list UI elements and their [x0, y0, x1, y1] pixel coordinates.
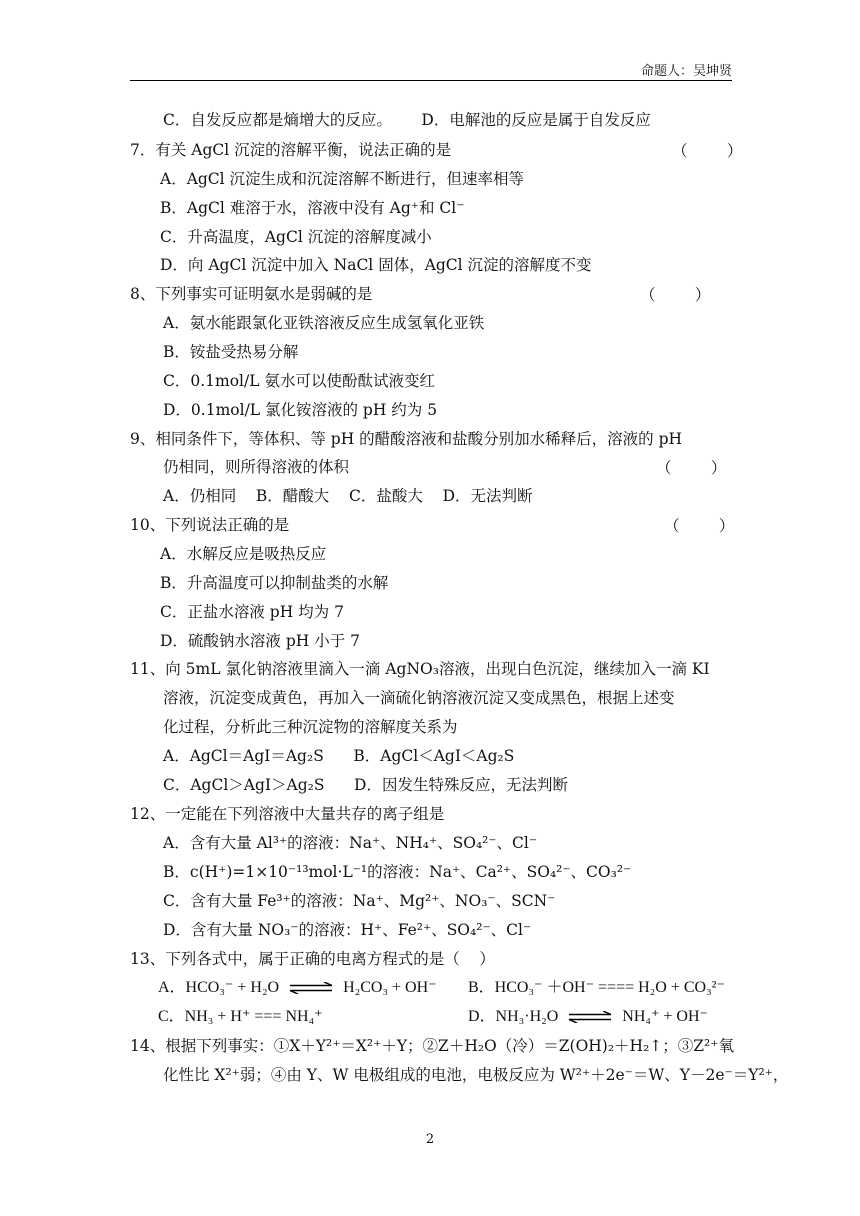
- q8-option-d: D．0.1mol/L 氯化铵溶液的 pH 约为 5: [163, 401, 438, 419]
- q12-stem: 12、一定能在下列溶液中大量共存的离子组是: [130, 805, 445, 823]
- q13-option-a-left: A．HCO₃⁻ + H₂O: [158, 979, 280, 996]
- q13-stem: 13、下列各式中，属于正确的电离方程式的是（ ）: [130, 950, 495, 968]
- q13-option-a-right: H₂CO₃ + OH⁻: [343, 979, 437, 996]
- q10-option-b: B．升高温度可以抑制盐类的水解: [160, 574, 389, 592]
- q7-option-a: A．AgCl 沉淀生成和沉淀溶解不断进行，但速率相等: [160, 170, 525, 188]
- q9-stem: 9、相同条件下，等体积、等 pH 的醋酸溶液和盐酸分别加水稀释后，溶液的 pH: [130, 430, 683, 448]
- q8-answer-paren: （ ）: [640, 286, 711, 304]
- q7-option-c: C．升高温度，AgCl 沉淀的溶解度减小: [160, 228, 432, 246]
- q13-option-a: [158, 977, 437, 999]
- q11-stem-cont-2: 化过程，分析此三种沉淀物的溶解度关系为: [163, 718, 458, 736]
- q7-option-d: D．向 AgCl 沉淀中加入 NaCl 固体，AgCl 沉淀的溶解度不变: [160, 256, 592, 274]
- q13-option-b: B．HCO₃⁻ ＋OH⁻ ==== H₂O + CO₃²⁻: [468, 979, 725, 996]
- equilibrium-arrow-icon: [289, 982, 333, 994]
- q10-stem: 10、下列说法正确的是: [130, 516, 290, 534]
- q9-answer-paren: （ ）: [656, 459, 727, 477]
- q7-answer-paren: （ ）: [672, 142, 743, 160]
- equilibrium-arrow-icon: [568, 1011, 612, 1023]
- q14-stem-cont: 化性比 X²⁺弱；④由 Y、W 电极组成的电池，电极反应为 W²⁺＋2e⁻＝W、Y－2e⁻＝Y²⁺，: [163, 1066, 789, 1084]
- q8-option-b: B．铵盐受热易分解: [163, 343, 299, 361]
- q10-option-d: D．硫酸钠水溶液 pH 小于 7: [160, 632, 361, 650]
- q12-option-b: B．c(H⁺)=1×10⁻¹³mol·L⁻¹的溶液：Na⁺、Ca²⁺、SO₄²⁻、CO₃²⁻: [163, 863, 632, 881]
- q12-option-d: D．含有大量 NO₃⁻的溶液：H⁺、Fe²⁺、SO₄²⁻、Cl⁻: [163, 921, 532, 939]
- q14-stem: 14、根据下列事实：①X＋Y²⁺＝X²⁺＋Y；②Z＋H₂O（冷）＝Z(OH)₂＋H₂↑；③Z²⁺氧: [130, 1037, 734, 1055]
- q11-stem: 11、向 5mL 氯化钠溶液里滴入一滴 AgNO₃溶液，出现白色沉淀，继续加入一滴 KI: [130, 660, 710, 678]
- q12-option-c: C．含有大量 Fe³⁺的溶液：Na⁺、Mg²⁺、NO₃⁻、SCN⁻: [163, 892, 556, 910]
- q11-options-ab: A．AgCl＝AgI＝Ag₂S B．AgCl＜AgI＜Ag₂S: [163, 747, 515, 765]
- q9-stem-cont: 仍相同，则所得溶液的体积: [163, 458, 350, 476]
- q8-stem: 8、下列事实可证明氨水是弱碱的是: [130, 285, 373, 303]
- q8-option-a: A．氨水能跟氯化亚铁溶液反应生成氢氧化亚铁: [163, 314, 485, 332]
- q13-option-d-left: D．NH₃·H₂O: [468, 1008, 559, 1025]
- q13-option-c: C．NH₃ + H⁺ === NH₄⁺: [158, 1008, 323, 1025]
- q13-option-d: [468, 1006, 708, 1028]
- q11-options-cd: C．AgCl＞AgI＞Ag₂S D．因发生特殊反应，无法判断: [163, 776, 568, 794]
- q13-option-d-right: NH₄⁺ + OH⁻: [622, 1008, 708, 1025]
- q10-answer-paren: （ ）: [664, 517, 735, 535]
- header-rule: [130, 80, 732, 81]
- q6-option-cd: C．自发反应都是熵增大的反应。 D．电解池的反应是属于自发反应: [163, 111, 651, 129]
- q11-stem-cont-1: 溶液，沉淀变成黄色，再加入一滴硫化钠溶液沉淀又变成黑色，根据上述变: [163, 689, 675, 707]
- header-author: 命题人：吴坤贤: [640, 64, 732, 79]
- page-number: 2: [425, 1132, 435, 1147]
- q10-option-c: C．正盐水溶液 pH 均为 7: [160, 603, 344, 621]
- q8-option-c: C．0.1mol/L 氨水可以使酚酞试液变红: [163, 372, 435, 390]
- q7-stem: 7．有关 AgCl 沉淀的溶解平衡，说法正确的是: [130, 141, 452, 159]
- q12-option-a: A．含有大量 Al³⁺的溶液：Na⁺、NH₄⁺、SO₄²⁻、Cl⁻: [163, 834, 538, 852]
- q9-options: A．仍相同 B．醋酸大 C．盐酸大 D．无法判断: [163, 487, 533, 505]
- q7-option-b: B．AgCl 难溶于水，溶液中没有 Ag⁺和 Cl⁻: [160, 199, 465, 217]
- q10-option-a: A．水解反应是吸热反应: [160, 545, 327, 563]
